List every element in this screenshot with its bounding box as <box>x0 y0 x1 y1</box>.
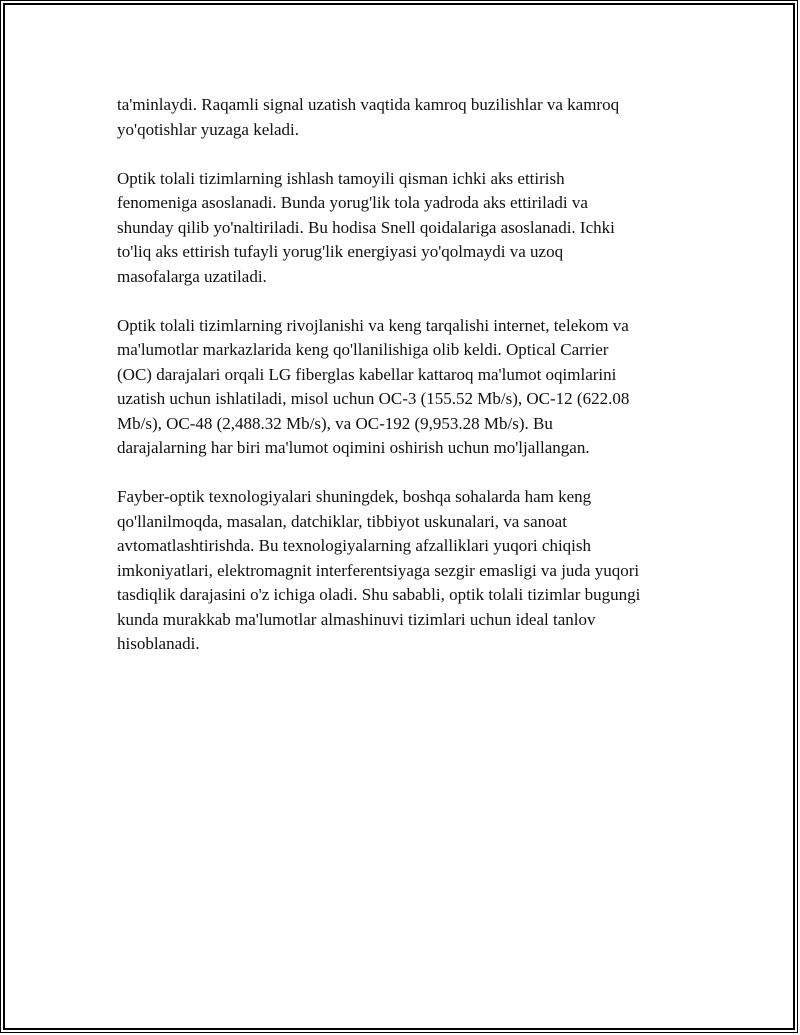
text-line: to'liq aks ettirish tufayli yorug'lik energiyasi yo'qolmaydi va uzoq <box>117 242 564 261</box>
text-line: ma'lumotlar markazlarida keng qo'llanilishiga olib keldi. Optical Carrier <box>117 340 609 359</box>
text-line: ta'minlaydi. Raqamli signal uzatish vaqtida kamroq buzilishlar va kamroq <box>117 95 620 114</box>
text-line: Mb/s), OC-48 (2,488.32 Mb/s), va OC-192 (9,953.28 Mb/s). Bu <box>117 413 553 433</box>
paragraph-1 <box>117 93 697 142</box>
text-line: Optik tolali tizimlarning ishlash tamoyili qisman ichki aks ettirish <box>117 168 565 188</box>
text-line: hisoblanadi. <box>117 634 200 653</box>
paragraph-2 <box>117 167 697 290</box>
text-line: masofalarga uzatiladi. <box>117 266 267 286</box>
text-line: qo'llanilmoqda, masalan, datchiklar, tibbiyot uskunalari, va sanoat <box>117 511 567 531</box>
text-line: (OC) darajalari orqali LG fiberglas kabellar kattaroq ma'lumot oqimlarini <box>117 364 617 384</box>
text-line: shunday qilib yo'naltiriladi. Bu hodisa Snell qoidalariga asoslanadi. Ichki <box>117 217 615 237</box>
text-line: tasdiqlik darajasini o'z ichiga oladi. Shu sababli, optik tolali tizimlar bugungi <box>117 585 641 604</box>
text-line: uzatish uchun ishlatiladi, misol uchun OC-3 (155.52 Mb/s), OC-12 (622.08 <box>117 389 630 408</box>
document-body <box>117 93 697 681</box>
paragraph-4 <box>117 485 697 657</box>
paragraph-3 <box>117 314 697 461</box>
text-line: kunda murakkab ma'lumotlar almashinuvi tizimlari uchun ideal tanlov <box>117 609 596 629</box>
text-line: yo'qotishlar yuzaga keladi. <box>117 119 299 139</box>
text-line: imkoniyatlari, elektromagnit interferentsiyaga sezgir emasligi va juda yuqori <box>117 560 640 580</box>
text-line: Fayber-optik texnologiyalari shuningdek, boshqa sohalarda ham keng <box>117 487 592 506</box>
text-line: Optik tolali tizimlarning rivojlanishi va keng tarqalishi internet, telekom va <box>117 315 629 335</box>
text-line: darajalarning har biri ma'lumot oqimini oshirish uchun mo'ljallangan. <box>117 438 590 457</box>
text-line: avtomatlashtirishda. Bu texnologiyalarning afzalliklari yuqori chiqish <box>117 536 591 555</box>
text-line: fenomeniga asoslanadi. Bunda yorug'lik tola yadroda aks ettiriladi va <box>117 193 588 212</box>
